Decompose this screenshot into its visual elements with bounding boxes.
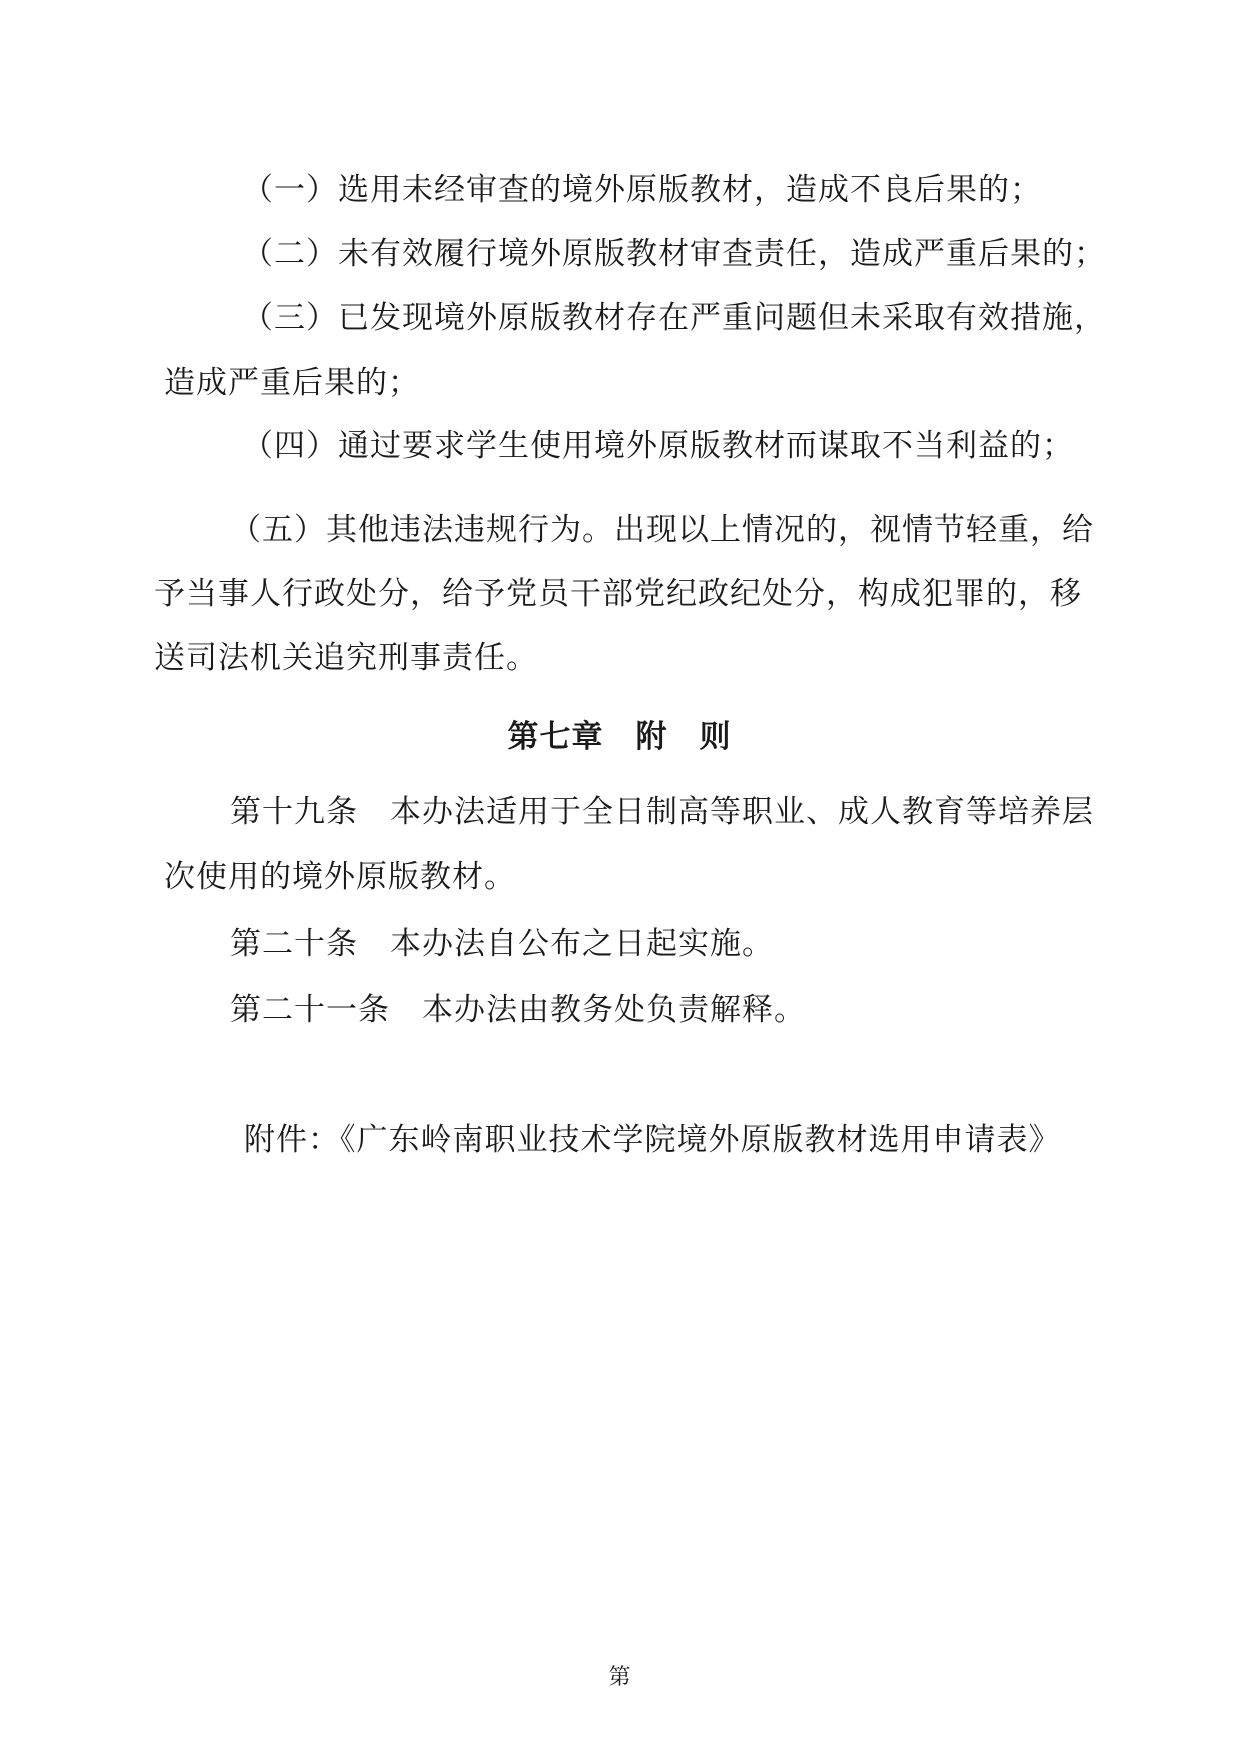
clause-item-5-line-3: 送司法机关追究刑事责任。	[154, 640, 538, 676]
article-20: 第二十条 本办法自公布之日起实施。	[230, 926, 774, 962]
article-21: 第二十一条 本办法由教务处负责解释。	[230, 992, 806, 1028]
clause-item-2: （二）未有效履行境外原版教材审查责任，造成严重后果的；	[242, 236, 1106, 272]
clause-item-5-line-2: 予当事人行政处分，给予党员干部党纪政纪处分，构成犯罪的，移	[154, 576, 1082, 612]
article-19-line-1: 第十九条 本办法适用于全日制高等职业、成人教育等培养层	[230, 794, 1094, 830]
clause-item-3-line-1: （三）已发现境外原版教材存在严重问题但未采取有效措施，	[242, 300, 1106, 336]
clause-item-1: （一）选用未经审查的境外原版教材，造成不良后果的；	[242, 172, 1042, 208]
clause-item-5-line-1: （五）其他违法违规行为。出现以上情况的，视情节轻重，给	[230, 512, 1094, 548]
clause-item-4: （四）通过要求学生使用境外原版教材而谋取不当利益的；	[242, 428, 1074, 464]
page-footer: 第	[608, 1665, 631, 1690]
chapter-heading: 第七章 附 则	[507, 719, 732, 755]
clause-item-3-line-2: 造成严重后果的；	[164, 365, 420, 401]
attachment-note: 附件：《广东岭南职业技术学院境外原版教材选用申请表》	[244, 1122, 1061, 1158]
article-19-line-2: 次使用的境外原版教材。	[164, 859, 516, 895]
